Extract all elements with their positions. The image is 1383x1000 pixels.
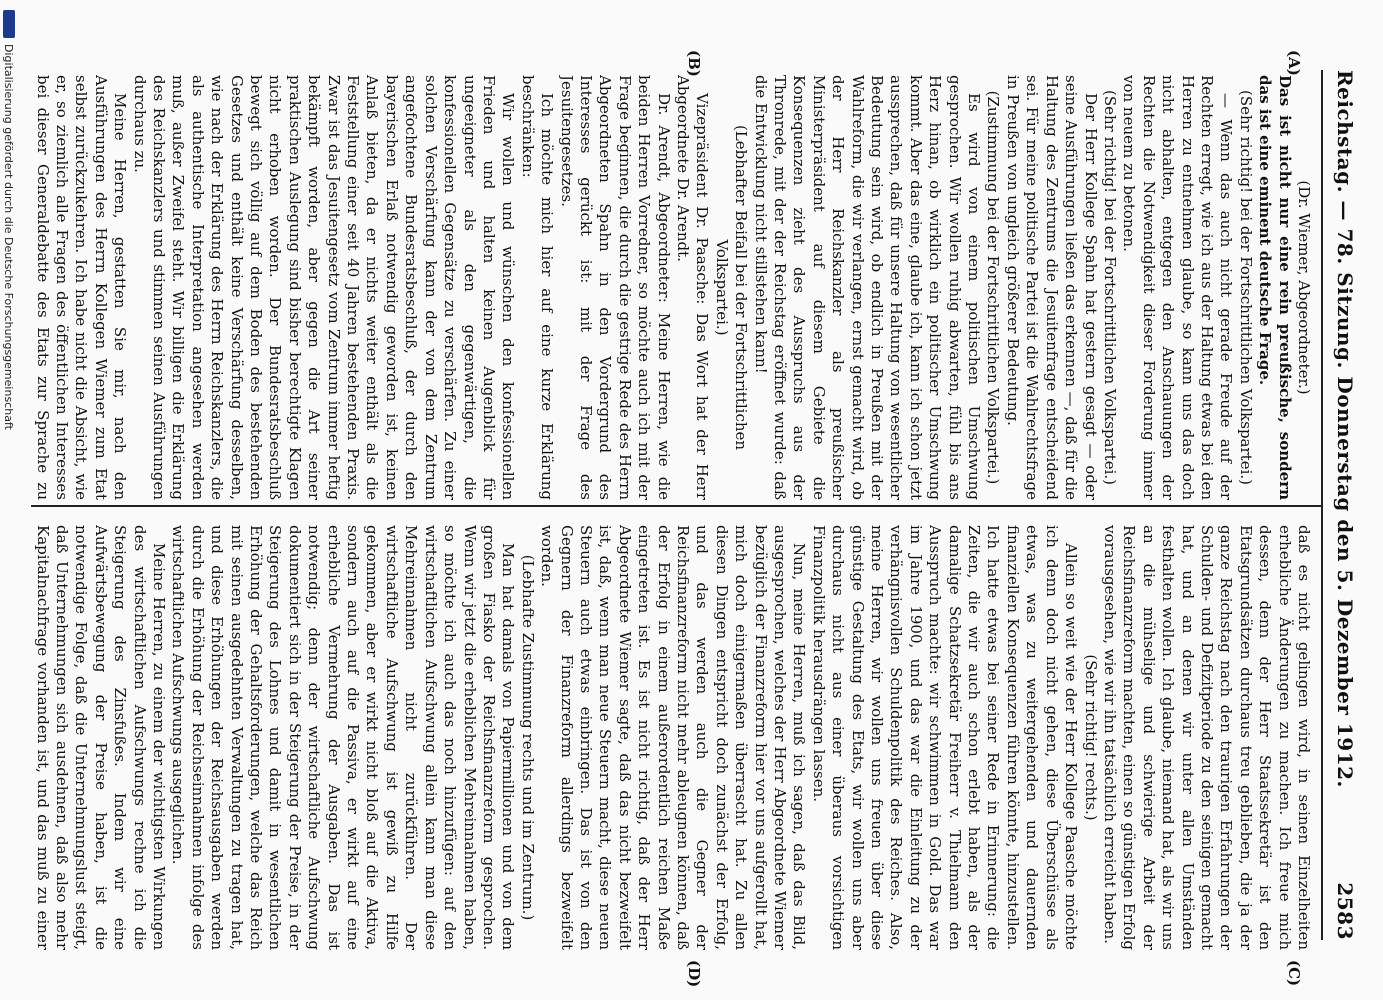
paragraph: Allein so weit wie der Herr Kollege Paasche möchte ich denn doch nicht gehen, diese Überschüsse als etwas, was zu weitergehenden und dauernden finanziellen Konsequenzen führen könnte, hinzustellen. Ich hatte etwas bei seiner Rede in Erinnerung: die Zeiten, die wir auch schon erlebt haben, als der damalige Schatzsekretär Freiherr v. Thielmann den Ausspruch machte: wir schwimmen in Gold. Das war im Jahre 1900, und das war die Einleitung zu der verhängnisvollen Schuldenpolitik des Reiches. Also, meine Herren, wir wollen uns freuen über diese günstige Gestaltung des Etats, wir wollen uns aber durchaus nicht aus einer überaus vorsichtigen Finanzpolitik herausdrängen lassen. [809, 525, 1081, 950]
paragraph: Ich möchte mich hier auf eine kurze Erklärung beschränken: [518, 75, 557, 500]
paragraph: Dr. Arendt, Abgeordneter: Meine Herren, wie die beiden Herren Vorredner, so möchte auch ich mit der Frage beginnen, die durch die gestrige Rede des Herrn Abgeordneten Spahn in den Vordergrund des Interesses gerückt ist: mit der Frage des Jesuitengesetzes. [557, 75, 673, 500]
paragraph: Der Herr Kollege Spahn hat gestern gesagt — oder seine Ausführungen ließen das erkennen —, daß für die Haltung des Zentrums die Jesuitenfrage entscheidend sei. Für meine politische Partei ist die Wahlrechtsfrage in Preußen von ungleich größerer Bedeutung. [1003, 75, 1100, 500]
paragraph: Das ist nicht nur eine rein preußische, sondern das ist eine eminent deutsche Frage. [1256, 75, 1294, 500]
paragraph: Man hat damals von Papiermillionen und von dem großen Fiasko der Reichsfinanzreform gesprochen. Wenn wir jetzt die erheblichen Mehreinnahmen haben, so möchte ich auch das noch hinzufügen: auf den wirtschaftlichen Aufschwung allein kann man diese Mehreinnahmen nicht zurückführen. Der wirtschaftliche Aufschwung ist gewiß zu Hilfe gekommen, aber er wirkt nicht bloß auf die Aktiva, sondern auch auf die Passiva, er wirkt auf eine erhebliche Vermehrung der Ausgaben. Das ist notwendig; denn der wirtschaftliche Aufschwung dokumentiert sich in der Steigerung der Preise, in der Steigerung des Lohnes und damit in wesentlichen Erhöhung der Gehaltsforderungen, welche das Reich mit seinen ausgedehnten Verwaltungen zu tragen hat, und diese Erhöhungen der Reichsausgaben werden durch die Erhöhung der Reichseinnahmen infolge des wirtschaftlichen Aufschwungs ausgeglichen. [169, 525, 518, 950]
interjection: (Sehr richtig! bei der Fortschrittlichen Volkspartei.) [1236, 90, 1255, 485]
paragraph: Wir wollen und wünschen den konfessionellen Frieden und halten keinen Augenblick für ungeeigneter als den gegenwärtigen, die konfessionellen Gegensätze zu verschärfen. Zu einer solchen Verschärfung kann der von dem Zentrum angefochtene Bundesratsbeschluß, der durch den bayerischen Erlaß notwendig geworden ist, keinen Anlaß bieten, da er nichts weiter enthält als die Feststellung einer seit 40 Jahren bestehenden Praxis. Zwar ist das Jesuitengesetz vom Zentrum immer heftig bekämpft worden, aber gegen die Art seiner praktischen Auslegung sind bisher berechtigte Klagen nicht erhoben worden. Der Bundesratsbeschluß bewegt sich völlig auf dem Boden des bestehenden Gesetzes und enthält keine Verschärfung desselben, wie nach der Erklärung des Herrn Reichskanzlers, die als authentische Interpretation angesehen werden muß, außer Zweifel steht. Wir billigen die Erklärung des Reichskanzlers und stimmen seinen Ausführungen durchaus zu. [130, 75, 518, 500]
interjection: (Lebhafte Zustimmung rechts und im Zentrum.) [518, 554, 537, 921]
left-column [33, 75, 1313, 500]
paragraph: Nun, meine Herren, muß ich sagen, daß das Bild, ausgesprochen, welches der Herr Abgeordnete Wiemer bezüglich der Finanzreform hier vor uns aufgerollt hat, mich doch einigermaßen überrascht hat. Zu allen diesen Dingen entspricht doch zunächst der Erfolg, und das werden auch die Gegner der Reichsfinanzreform nicht mehr ableugnen können, daß der Erfolg in einem außerordentlich reichen Maße eingetreten ist. Es ist nicht richtig, daß der Herr Abgeordnete Wiemer sagte, daß das nicht bezweifelt ist, daß, wenn man neue Steuern macht, diese neuen Steuern auch etwas einbringen. Das ist von den Gegnern der Finanzreform allerdings bezweifelt worden. [538, 525, 809, 950]
interjection: (Lebhafter Beifall bei der Fortschrittlichen Volkspartei.) [712, 124, 751, 451]
dfg-logo-icon [3, 10, 15, 38]
right-column [33, 525, 1313, 950]
margin-letter-b: (B) [685, 50, 703, 77]
margin-letter-c: (C) [1285, 960, 1303, 987]
page-header [1325, 70, 1365, 940]
margin-letter-a: (A) [1285, 50, 1303, 76]
page-number: 2583 [1333, 882, 1357, 940]
paragraph: — Wenn das auch nicht gerade Freude auf der Rechten erregt, wie ich aus der Haltung etwas bei den Herren zu entnehmen glaube, so kann uns das doch nicht abhalten, entgegen den Anschauungen der Rechten die Notwendigkeit dieser Forderung immer von neuem zu betonen. [1120, 75, 1236, 500]
header-rule [1321, 70, 1323, 940]
header-title: Reichstag. — 78. Sitzung. Donnerstag den 5. Dezember 1912. [1333, 70, 1357, 789]
paragraph: Vizepräsident Dr. Paasche: Das Wort hat der Herr Abgeordnete Dr. Arendt. [674, 75, 712, 500]
interjection: (Zustimmung bei der Fortschrittlichen Volkspartei.) [984, 90, 1003, 485]
paragraph: Meine Herren, zu einem der wichtigsten Wirkungen des wirtschaftlichen Aufschwungs rechne ich die Steigerung des Zinsfußes. Indem wir eine Aufwärtsbewegung der Preise haben, ist die notwendige Folge, daß die Unternehmungslust steigt, daß Unternehmungen sich ausdehnen, daß also mehr Kapitalnachfrage vorhanden ist, und das muß zu einer [33, 525, 169, 950]
credit-text: Digitalisierung gefördert durch die Deutsche Forschungsgemeinschaft [2, 44, 16, 430]
interjection: (Sehr richtig! rechts.) [1081, 654, 1100, 821]
margin-letter-d: (D) [685, 960, 703, 988]
paragraph: Meine Herren, gestatten Sie mir, nach den Ausführungen des Herrn Kollegen Wiemer zum Etat selbst zurückzukehren. Ich habe nicht die Absicht, wie er, so ziemlich alle Fragen des öffentlichen Interesses bei dieser Generaldebatte des Etats zur Sprache zu [33, 75, 130, 500]
paragraph: daß es nicht gelingen wird, in seinen Einzelheiten erhebliche Änderungen zu machen. Ich freue mich dessen, denn der Herr Staatssekretär ist den Etatsgrundsätzen durchaus treu geblieben, die ja der ganze Reichstag nach den traurigen Erfahrungen der Schulden- und Defizitperiode zu den seinigen gemacht hat, und an denen wir unter allen Umständen festhalten wollen. Ich glaube, niemand hat, als wir uns an die mühselige und schwierige Arbeit der Reichsfinanzreform machten, einen so günstigen Erfolg vorausgesehen, wie wir ihn tatsächlich erreicht haben. [1100, 525, 1313, 950]
column-divider [31, 505, 1321, 507]
paragraph: Es wird von einem politischen Umschwung gesprochen. Wir wollen ruhig abwarten, fühl bis ans Herz hinan, ob wirklich ein politischer Umschwung kommt. Aber das eine, glaube ich, kann ich schon jetzt aussprechen, daß für unsere Haltung von wesentlicher Bedeutung sein wird, ob endlich in Preußen mit der Wahlreform, die wir verlangen, ernst gemacht wird, ob der Herr Reichskanzler als preußischer Ministerpräsident auf diesem Gebiete die Konsequenzen zieht des Ausspruchs aus der Thronrede, mit der der Reichstag eröffnet wurde: daß die Entwicklung nicht stillstehen kann! [751, 75, 984, 500]
speaker-head: (Dr. Wiemer, Abgeordneter.) [1295, 180, 1313, 395]
digitization-credit [0, 0, 18, 1000]
interjection: (Sehr richtig! bei der Fortschrittlichen Volkspartei.) [1100, 90, 1119, 485]
